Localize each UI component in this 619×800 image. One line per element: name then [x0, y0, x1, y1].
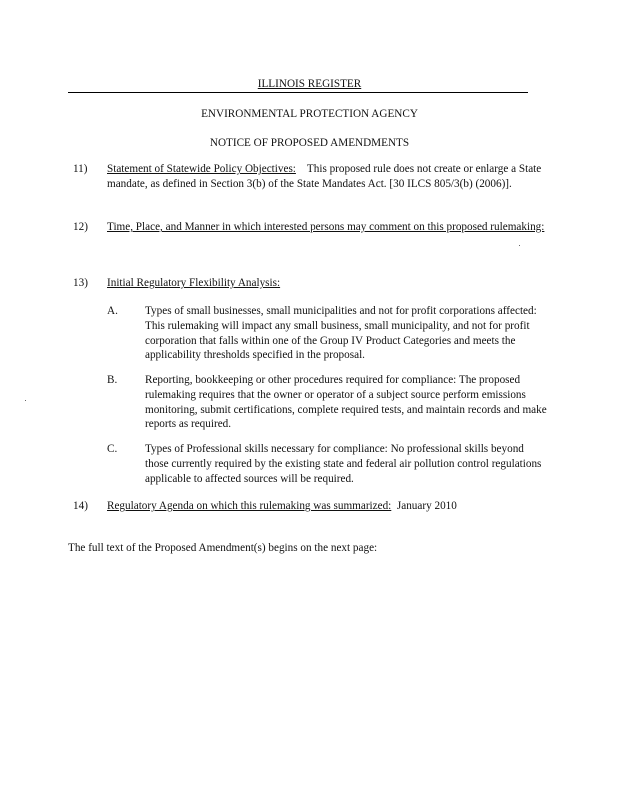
closing-line: The full text of the Proposed Amendment(s) begins on the next page:: [68, 542, 378, 554]
scan-speck: [519, 245, 520, 246]
item-heading: Initial Regulatory Flexibility Analysis:: [107, 277, 281, 289]
subitem-text: Types of Professional skills necessary for compliance: No professional skills beyond those currently required by the existing state and federal air pollution control regulations applicable to affected sources will be required.: [145, 443, 542, 485]
scan-speck: [25, 400, 26, 401]
item-text: January 2010: [396, 500, 457, 512]
subitem-text: Types of small businesses, small municipalities and not for profit corporations affected: This rulemaking will impact any small business, small municipality, and not for profit corporation that falls within one of the Group IV Product Categories and meets the applicability thresholds specified in the proposal.: [145, 305, 537, 362]
notice-title: NOTICE OF PROPOSED AMENDMENTS: [209, 137, 410, 149]
subitem-text: Reporting, bookkeeping or other procedures required for compliance: The proposed rulemaking requires that the owner or operator of a subject source perform emissions monitoring, submit certifications, complete required tests, and maintain records and make reports as required.: [145, 374, 547, 431]
item-13-heading-line: [107, 276, 547, 291]
subitem-letter: A.: [107, 305, 118, 317]
item-heading: Statement of Statewide Policy Objectives:: [107, 163, 296, 175]
item-heading: Regulatory Agenda on which this rulemaking was summarized:: [107, 500, 392, 512]
item-number: 13): [73, 277, 88, 289]
item-heading: Time, Place, and Manner in which interested persons may comment on this proposed rulemaking:: [107, 221, 545, 233]
item-12-paragraph: [107, 220, 547, 235]
header-rule: [68, 92, 528, 93]
register-title: ILLINOIS REGISTER: [257, 78, 362, 90]
item-number: 14): [73, 500, 88, 512]
agency-title: ENVIRONMENTAL PROTECTION AGENCY: [201, 108, 418, 120]
item-14-paragraph: [107, 499, 547, 514]
item-number: 11): [73, 163, 88, 175]
subitem-letter: C.: [107, 443, 118, 455]
item-text: This proposed rule does not create or enlarge a State mandate, as defined in Section 3(b) of the State Mandates Act. [30 ILCS 805/3(b) (2006)].: [107, 163, 542, 190]
subitem-letter: B.: [107, 374, 118, 386]
item-11-paragraph: [107, 162, 547, 192]
item-number: 12): [73, 221, 88, 233]
